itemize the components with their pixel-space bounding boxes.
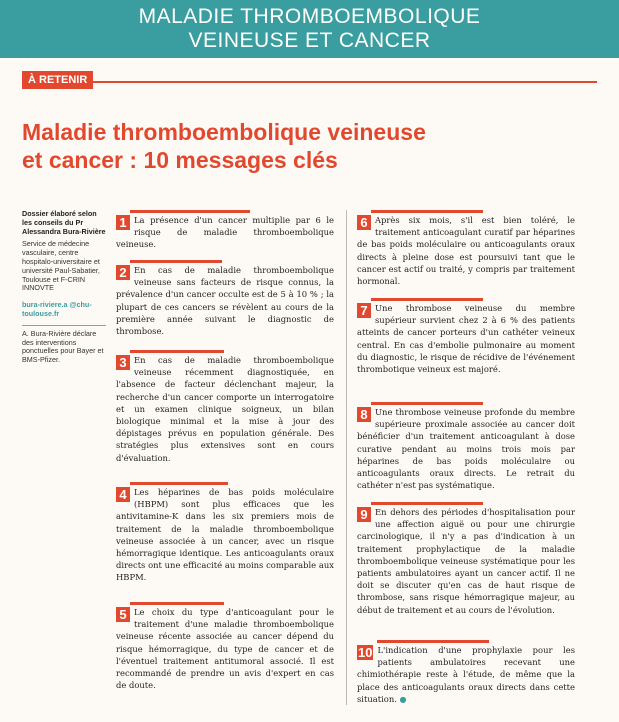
message-text: Une thrombose veineuse profonde du membre supérieure proximale associée au cancer doit bénéficier d'un traitement anticoagulant à dose curative pendant au moins trois mois par héparines de bas poids moléculaire ou anticoagulants oraux directs. Le retrait du cathéter n'est pas systématique. [357, 407, 575, 491]
message-text: L'indication d'une prophylaxie pour les patients ambulatoires recevant une chimiothérapie reste à l'étude, de même que la place des anticoagulants oraux directs dans cette situation. [357, 645, 575, 704]
message-rule [371, 402, 483, 405]
message-number: 2 [116, 265, 130, 280]
page-title [22, 118, 597, 174]
message-rule [130, 482, 228, 485]
message-rule [130, 350, 224, 353]
message-number: 7 [357, 303, 371, 318]
message-number: 5 [116, 607, 130, 622]
section-tag: À RETENIR [22, 71, 93, 89]
title-line-1: Maladie thromboembolique veineuse [22, 119, 426, 145]
section-rule [22, 81, 597, 83]
message-rule [371, 502, 483, 505]
message-text: Les héparines de bas poids moléculaire (HBPM) sont plus efficaces que les antivitamine-K dans les six premiers mois de traitement de la maladie thromboembolique veineuse associée à un cancer, avec un risque hémorragique identique. Les anticoagulants oraux directs ont une efficacité au moins comparable aux HBPM. [116, 487, 334, 583]
message-number: 9 [357, 507, 371, 522]
message-rule [130, 210, 250, 213]
message-rule [377, 640, 489, 643]
column-divider [346, 210, 347, 705]
message-9 [357, 502, 575, 616]
message-8 [357, 402, 575, 491]
message-6 [357, 210, 575, 287]
author-sidebar [22, 210, 106, 365]
end-of-article-icon: ● [399, 694, 407, 704]
author-email[interactable]: bura-riviere.a @chu-toulouse.fr [22, 300, 92, 318]
author-disclosure: A. Bura-Rivière déclare des interventions ponctuelles pour Bayer et BMS-Pfizer. [22, 328, 104, 365]
message-text: En cas de maladie thromboembolique veineuse récemment diagnostiquée, en l'absence de facteur déclenchant majeur, la recherche d'un cancer comporte un interrogatoire et un examen clinique soigneux, un bilan biologique minimal et la mise à jour des dépistages prévus en population générale. Des stratégies plus extensives sont en cours d'évaluation. [116, 355, 334, 463]
message-number: 3 [116, 355, 130, 370]
message-text: En dehors des périodes d'hospitalisation pour une affection aiguë ou pour une chirurgie carcinologique, il n'y a pas d'indication à un traitement prophylactique de la maladie thromboembolique veineuse systématique pour les patients ambulatoires ayant un cancer actif. Il ne doit se discuter qu'en cas de haut risque de thrombose, sans risque hémorragique majeur, au début de traitement et au cours de l'évolution. [357, 507, 575, 615]
banner-line-2: VEINEUSE ET CANCER [188, 29, 431, 52]
message-rule [130, 260, 222, 263]
message-text: Après six mois, s'il est bien toléré, le traitement anticoagulant curatif par héparines de bas poids moléculaire ou anticoagulants oraux directs à pleine dose est poursuivi tant que le cancer est actif ou traité, y compris par traitement hormonal. [357, 215, 575, 287]
sidebar-divider [22, 325, 106, 326]
message-1 [116, 210, 334, 251]
message-3 [116, 350, 334, 464]
message-number: 1 [116, 215, 130, 230]
message-text: Le choix du type d'anticoagulant pour le traitement d'une maladie thromboembolique veineuse récente associée au cancer dépend du risque hémorragique, du type de cancer et de l'éventuel traitement antitumoral associé. Il est recommandé de prendre un avis d'expert en cas de doute. [116, 607, 334, 691]
message-number: 4 [116, 487, 130, 502]
message-rule [371, 210, 483, 213]
message-rule [130, 602, 224, 605]
message-4 [116, 482, 334, 584]
message-7 [357, 298, 575, 375]
message-number: 8 [357, 407, 371, 422]
message-number: 6 [357, 215, 371, 230]
header-banner [0, 0, 619, 58]
message-text: Une thrombose veineuse du membre supérieur survient chez 2 à 6 % des patients atteints de cancer porteurs d'un cathéter veineux central. En cas d'embolie pulmonaire au moment du diagnostic, le risque de récidive de l'événement thrombotique veineux est majoré. [357, 303, 575, 375]
banner-line-1: MALADIE THROMBOEMBOLIQUE [138, 5, 481, 28]
author-credit: Dossier élaboré selon les conseils du Pr Alessandra Bura-Rivière [22, 209, 106, 236]
message-10 [357, 640, 575, 706]
message-rule [371, 298, 483, 301]
message-text: En cas de maladie thromboembolique veineuse sans facteurs de risque connus, la prévalence d'un cancer occulte est de 5 à 10 % ; la plupart de ces cancers se révèlent au cours de la première année suivant le diagnostic de thrombose. [116, 265, 334, 337]
message-number: 10 [358, 645, 373, 660]
message-text: La présence d'un cancer multiplie par 6 le risque de maladie thromboembolique veineuse. [116, 215, 334, 250]
title-line-2: et cancer : 10 messages clés [22, 147, 338, 173]
author-affiliation: Service de médecine vasculaire, centre hospitalo-universitaire et université Paul-Sabatier, Toulouse et F-CRIN INNOVTE [22, 239, 100, 293]
message-5 [116, 602, 334, 691]
message-2 [116, 260, 334, 337]
